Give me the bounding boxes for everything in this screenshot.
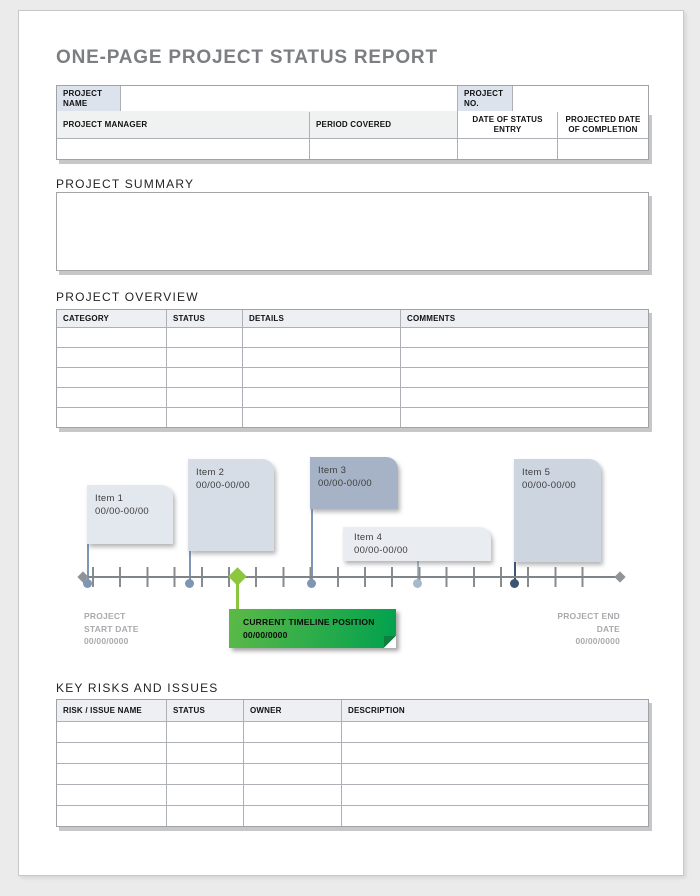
timeline-dot-2 (185, 579, 194, 588)
overview-cell[interactable] (167, 388, 242, 407)
risks-cell[interactable] (167, 806, 243, 826)
overview-cell[interactable] (57, 408, 166, 427)
period-covered-label: PERIOD COVERED (310, 111, 457, 138)
overview-cell[interactable] (167, 348, 242, 367)
overview-cell[interactable] (243, 348, 400, 367)
timeline-dot-1 (83, 579, 92, 588)
risks-col-description: DESCRIPTION (342, 700, 648, 721)
risks-cell[interactable] (167, 764, 243, 784)
risks-cell[interactable] (342, 764, 648, 784)
document-page (18, 10, 684, 876)
risks-cell[interactable] (167, 785, 243, 805)
timeline-item-2[interactable] (188, 459, 274, 551)
risks-table (56, 699, 649, 827)
overview-cell[interactable] (243, 328, 400, 347)
project-end-date-value: 00/00/0000 (575, 636, 620, 646)
project-start-date-block (84, 610, 142, 648)
project-name-label: PROJECT NAME (57, 86, 120, 112)
overview-col-details: DETAILS (243, 310, 400, 327)
date-of-status-entry-label: DATE OF STATUS ENTRY (458, 111, 557, 138)
timeline-axis (83, 576, 620, 578)
project-start-date-value: 00/00/0000 (84, 636, 129, 646)
risks-cell[interactable] (244, 764, 341, 784)
risks-cell[interactable] (167, 743, 243, 763)
summary-heading: PROJECT SUMMARY (56, 177, 195, 191)
page-title: ONE-PAGE PROJECT STATUS REPORT (56, 47, 438, 68)
project-end-date-label: PROJECT END DATE (557, 611, 620, 634)
project-no-field[interactable] (513, 86, 648, 112)
timeline-item-4-dates: 00/00-00/00 (354, 545, 409, 556)
risks-col-owner: OWNER (244, 700, 341, 721)
current-position-label: CURRENT TIMELINE POSITION (243, 617, 375, 627)
timeline-end-arrow-icon (614, 571, 625, 582)
risks-cell[interactable] (57, 764, 166, 784)
project-end-date-block (555, 610, 620, 648)
overview-col-status: STATUS (167, 310, 242, 327)
overview-cell[interactable] (167, 328, 242, 347)
overview-heading: PROJECT OVERVIEW (56, 290, 199, 304)
overview-cell[interactable] (401, 408, 648, 427)
overview-cell[interactable] (401, 328, 648, 347)
risks-cell[interactable] (167, 722, 243, 742)
timeline-item-2-label: Item 2 (196, 467, 225, 478)
timeline-item-3-dates: 00/00-00/00 (318, 478, 373, 489)
project-info-table (56, 85, 649, 160)
overview-col-comments: COMMENTS (401, 310, 648, 327)
overview-cell[interactable] (401, 348, 648, 367)
risks-cell[interactable] (342, 785, 648, 805)
timeline-item-4[interactable] (343, 527, 491, 561)
timeline-item-1-label: Item 1 (95, 493, 124, 504)
overview-table (56, 309, 649, 428)
current-position-stem (236, 579, 239, 609)
overview-cell[interactable] (401, 368, 648, 387)
overview-col-category: CATEGORY (57, 310, 166, 327)
project-manager-label: PROJECT MANAGER (57, 111, 309, 138)
risks-cell[interactable] (244, 806, 341, 826)
timeline-item-2-dates: 00/00-00/00 (196, 480, 251, 491)
timeline-dot-3 (307, 579, 316, 588)
overview-cell[interactable] (167, 368, 242, 387)
project-start-date-label: PROJECT START DATE (84, 611, 139, 634)
timeline-item-5-dates: 00/00-00/00 (522, 480, 577, 491)
timeline-item-5[interactable] (514, 459, 601, 562)
risks-cell[interactable] (57, 785, 166, 805)
project-name-field[interactable] (121, 86, 457, 112)
project-no-label: PROJECT NO. (458, 86, 512, 112)
risks-cell[interactable] (57, 806, 166, 826)
risks-cell[interactable] (244, 785, 341, 805)
timeline-item-3[interactable] (310, 457, 398, 509)
risks-cell[interactable] (57, 743, 166, 763)
overview-cell[interactable] (243, 408, 400, 427)
current-position-box[interactable] (229, 609, 396, 648)
period-covered-field[interactable] (310, 139, 457, 159)
risks-cell[interactable] (342, 806, 648, 826)
timeline-item-1-dates: 00/00-00/00 (95, 506, 150, 517)
timeline-dot-5 (510, 579, 519, 588)
overview-cell[interactable] (243, 388, 400, 407)
overview-cell[interactable] (243, 368, 400, 387)
current-position-date: 00/00/0000 (243, 630, 288, 640)
date-of-status-entry-field[interactable] (458, 139, 557, 159)
risks-cell[interactable] (342, 743, 648, 763)
project-manager-field[interactable] (57, 139, 309, 159)
risks-col-status: STATUS (167, 700, 243, 721)
projected-completion-label: PROJECTED DATE OF COMPLETION (558, 111, 648, 138)
risks-cell[interactable] (342, 722, 648, 742)
overview-cell[interactable] (57, 328, 166, 347)
risks-cell[interactable] (57, 722, 166, 742)
overview-cell[interactable] (57, 368, 166, 387)
timeline-item-4-label: Item 4 (354, 532, 383, 543)
risks-heading: KEY RISKS AND ISSUES (56, 681, 219, 695)
overview-cell[interactable] (57, 348, 166, 367)
timeline-item-5-label: Item 5 (522, 467, 551, 478)
timeline-item-1[interactable] (87, 485, 173, 544)
timeline-item-3-label: Item 3 (318, 465, 347, 476)
overview-cell[interactable] (57, 388, 166, 407)
overview-cell[interactable] (167, 408, 242, 427)
overview-cell[interactable] (401, 388, 648, 407)
risks-cell[interactable] (244, 743, 341, 763)
timeline-dot-4 (413, 579, 422, 588)
risks-col-name: RISK / ISSUE NAME (57, 700, 166, 721)
risks-cell[interactable] (244, 722, 341, 742)
projected-completion-field[interactable] (558, 139, 648, 159)
summary-textbox[interactable] (56, 192, 649, 271)
